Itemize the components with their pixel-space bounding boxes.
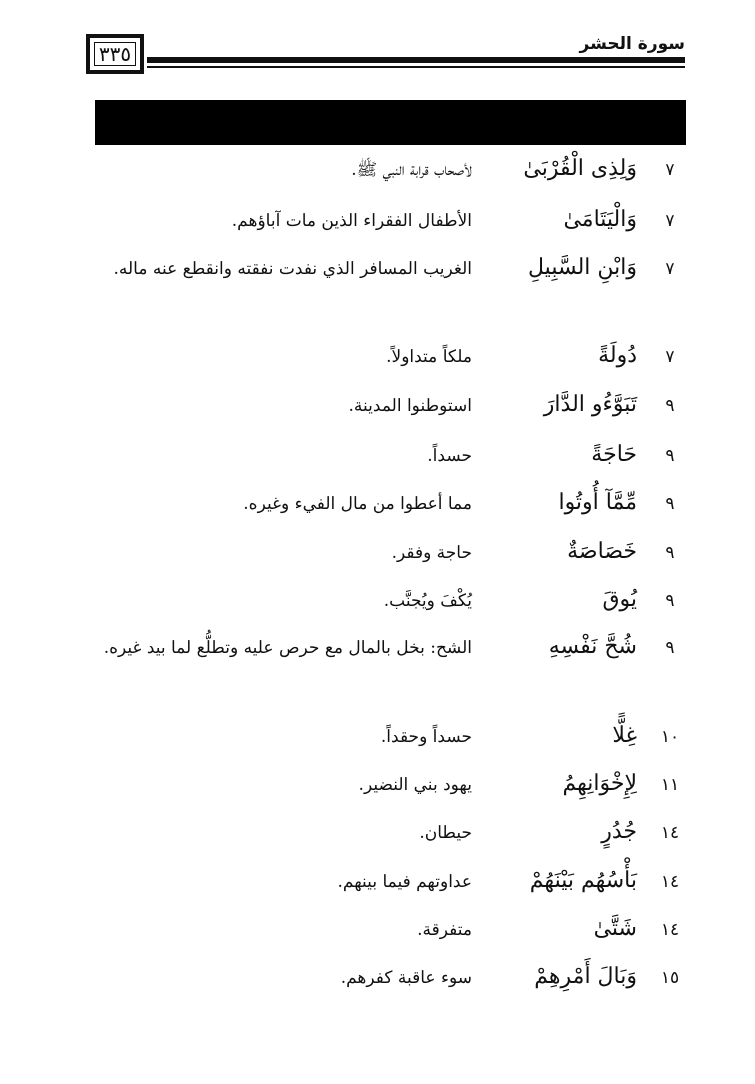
glossary-row [95, 156, 685, 200]
verse-number: ١٥ [660, 968, 680, 988]
verse-number: ٩ [665, 638, 675, 658]
verse-number: ٧ [665, 160, 675, 180]
word-meaning: عداوتهم فيما بينهم. [337, 872, 472, 892]
header-band [95, 100, 686, 145]
header-rule-thick [147, 57, 685, 63]
word-meaning: ملكاً متداولاً. [386, 347, 472, 367]
verse-number: ١٠ [660, 727, 680, 747]
word-meaning: استوطنوا المدينة. [348, 396, 472, 416]
header-rule-thin [147, 66, 685, 68]
glossary-row [95, 343, 685, 387]
verse-number: ٩ [665, 494, 675, 514]
surah-title: سورة الحشر [579, 34, 685, 54]
word-meaning: متفرقة. [417, 920, 472, 940]
verse-number: ٩ [665, 446, 675, 466]
word-meaning: الأطفال الفقراء الذين مات آباؤهم. [231, 211, 472, 231]
verse-number: ٩ [665, 396, 675, 416]
verse-number: ١٤ [660, 823, 680, 843]
verse-number: ١٤ [660, 872, 680, 892]
word-meaning: سوء عاقبة كفرهم. [340, 968, 472, 988]
quran-word: غِلًّا [612, 723, 637, 748]
glossary-row [95, 392, 685, 436]
glossary-row [95, 255, 685, 339]
quran-word: يُوقَ [602, 587, 637, 612]
word-meaning: حيطان. [419, 823, 472, 843]
word-meaning: حاجة وفقر. [391, 543, 472, 563]
quran-word: جُدُرٍ [601, 819, 637, 844]
verse-number: ٩ [665, 543, 675, 563]
glossary-row [95, 490, 685, 534]
quran-word: وَلِذِى الْقُرْبَىٰ [523, 156, 637, 181]
quran-word: حَاجَةً [591, 442, 637, 467]
word-meaning: مما أعطوا من مال الفيء وغيره. [243, 494, 472, 514]
word-meaning: لأصحاب قرابة النبي ﷺ. [351, 160, 472, 180]
verse-number: ٩ [665, 591, 675, 611]
verse-number: ٧ [665, 211, 675, 231]
quran-word: مِّمَّآ أُوتُوا [558, 490, 637, 515]
word-meaning: يهود بني النضير. [358, 775, 472, 795]
page-number: ٣٣٥ [86, 34, 144, 74]
glossary-row [95, 634, 685, 718]
word-meaning: حسداً وحقداً. [380, 727, 472, 747]
verse-number: ٧ [665, 259, 675, 279]
quran-word: تَبَوَّءُو الدَّارَ [543, 392, 637, 417]
quran-word: دُولَةً [598, 343, 637, 368]
quran-word: وَابْنِ السَّبِيلِ [528, 255, 637, 280]
verse-number: ١٤ [660, 920, 680, 940]
verse-number: ١١ [660, 775, 680, 795]
glossary-row [95, 819, 685, 863]
word-meaning: يُكْفَ ويُجنَّب. [383, 591, 472, 611]
quran-word: خَصَاصَةٌ [567, 539, 637, 564]
word-meaning: الغريب المسافر الذي نفدت نفقته وانقطع عنه ماله. [113, 259, 472, 279]
quran-word: شَتَّىٰ [593, 916, 637, 941]
quran-word: شُحَّ نَفْسِهِ [548, 634, 637, 659]
quran-word: بَأْسُهُم بَيْنَهُمْ [529, 868, 637, 893]
quran-word: لِإِخْوَانِهِمُ [562, 771, 637, 796]
word-meaning: الشح: بخل بالمال مع حرص عليه وتطلُّع لما بيد غيره. [103, 638, 472, 658]
quran-word: وَالْيَتَامَىٰ [563, 207, 637, 232]
verse-number: ٧ [665, 347, 675, 367]
word-meaning: حسداً. [427, 446, 472, 466]
glossary-row [95, 964, 685, 1008]
quran-word: وَبَالَ أَمْرِهِمْ [534, 964, 637, 989]
